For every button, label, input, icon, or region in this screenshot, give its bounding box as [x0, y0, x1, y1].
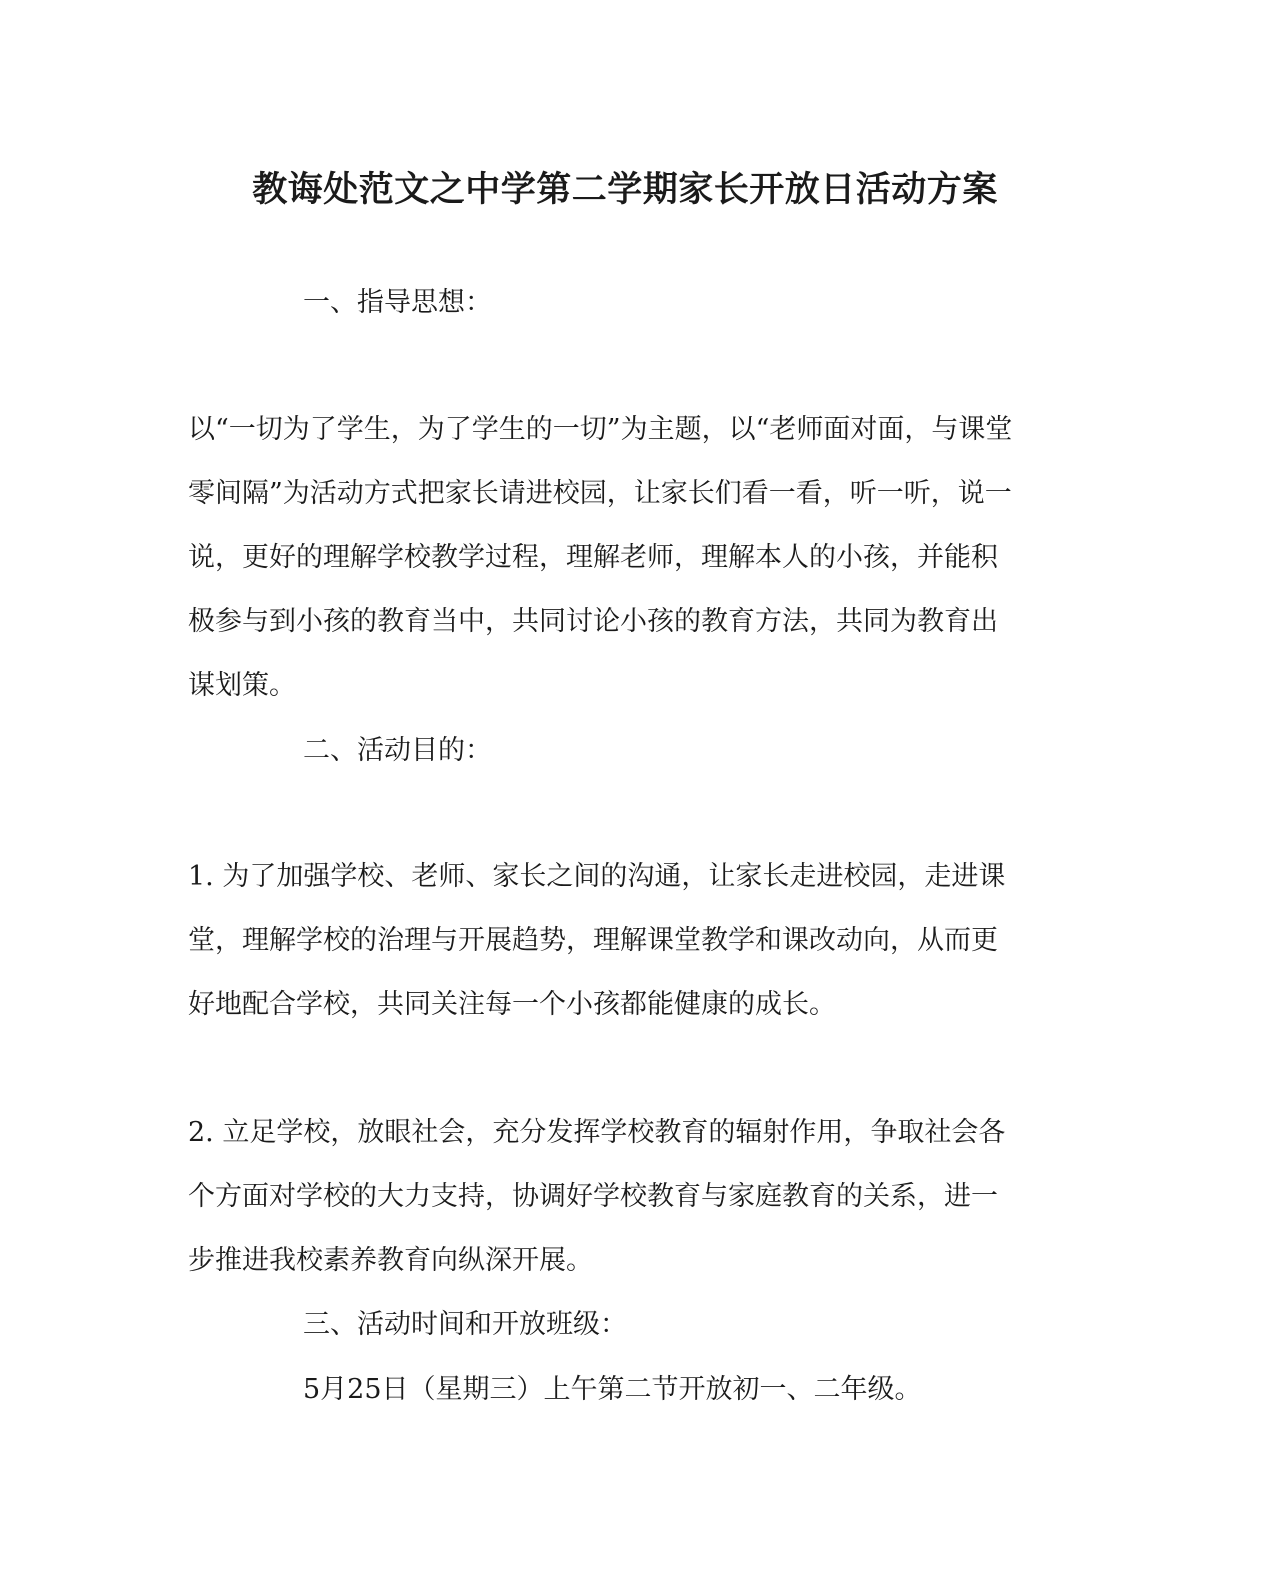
activity-purpose-item-1 [188, 845, 1063, 1037]
paragraph-line: 个方面对学校的大力支持，协调好学校教育与家庭教育的关系，进一 [188, 1181, 998, 1212]
paragraph-line: 1. 为了加强学校、老师、家长之间的沟通，让家长走进校园，走进课 [188, 861, 1006, 892]
section-heading-guiding-ideology: 一、指导思想： [303, 287, 492, 318]
section-heading-activity-purpose: 二、活动目的： [303, 735, 492, 766]
paragraph-line: 好地配合学校，共同关注每一个小孩都能健康的成长。 [188, 989, 836, 1020]
paragraph-line: 以“一切为了学生，为了学生的一切”为主题，以“老师面对面，与课堂 [188, 414, 1013, 445]
document-title: 教诲处范文之中学第二学期家长开放日活动方案 [252, 170, 998, 210]
paragraph-line: 谋划策。 [188, 670, 296, 701]
paragraph-line: 步推进我校素养教育向纵深开展。 [188, 1245, 593, 1276]
paragraph-line: 零间隔”为活动方式把家长请进校园，让家长们看一看，听一听，说一 [188, 478, 1012, 509]
paragraph-line: 说，更好的理解学校教学过程，理解老师，理解本人的小孩，并能积 [188, 542, 998, 573]
section-heading-activity-time: 三、活动时间和开放班级： [303, 1309, 627, 1340]
paragraph-line: 堂，理解学校的治理与开展趋势，理解课堂教学和课改动向，从而更 [188, 925, 998, 956]
paragraph-line: 极参与到小孩的教育当中，共同讨论小孩的教育方法，共同为教育出 [188, 606, 998, 637]
activity-purpose-item-2 [188, 1101, 1063, 1293]
paragraph-line: 2. 立足学校，放眼社会，充分发挥学校教育的辐射作用，争取社会各 [188, 1117, 1006, 1148]
guiding-ideology-paragraph [188, 398, 1063, 718]
activity-schedule-text: 5月25日（星期三）上午第二节开放初一、二年级。 [303, 1374, 922, 1405]
